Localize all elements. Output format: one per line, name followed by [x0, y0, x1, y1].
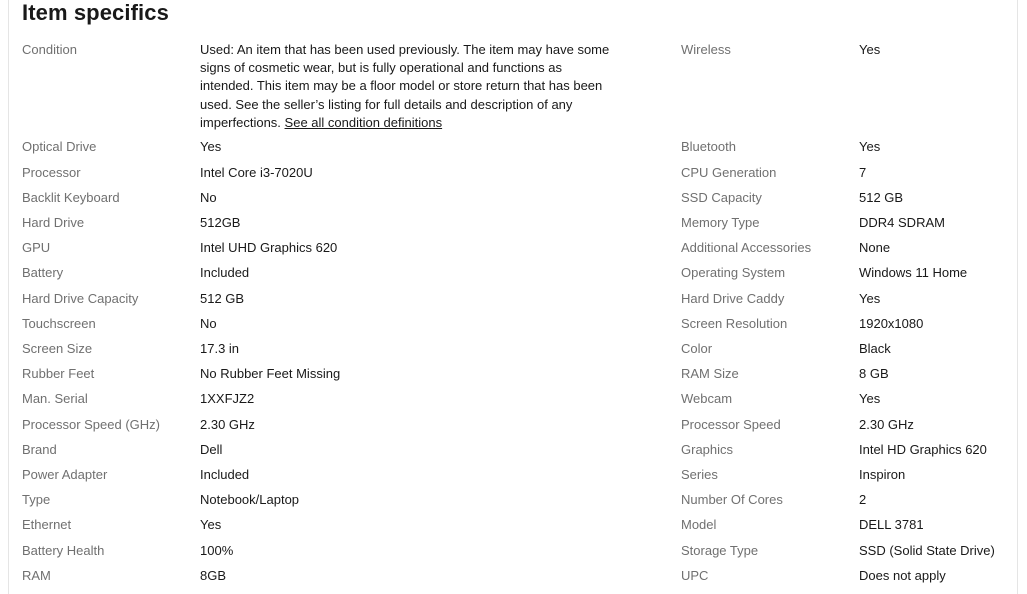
spec-value: Yes: [859, 139, 881, 154]
spec-value: 1XXFJZ2: [200, 391, 255, 406]
spec-label: Model: [681, 517, 717, 532]
spec-value: 2.30 GHz: [859, 417, 914, 432]
spec-label: Storage Type: [681, 543, 759, 558]
spec-label: Number Of Cores: [681, 492, 783, 507]
spec-value: 2.30 GHz: [200, 417, 255, 432]
see-all-condition-definitions-link[interactable]: See all condition definitions: [284, 114, 443, 130]
spec-value: 512GB: [200, 215, 241, 230]
condition-label: Condition: [22, 42, 77, 57]
spec-value: 512 GB: [859, 190, 904, 205]
spec-value: Yes: [859, 291, 881, 306]
spec-label: Additional Accessories: [681, 240, 812, 255]
spec-label: Color: [681, 341, 713, 356]
spec-value: Yes: [200, 139, 222, 154]
spec-value: Notebook/Laptop: [200, 492, 300, 507]
spec-value: Black: [859, 341, 891, 356]
spec-label: Processor Speed (GHz): [22, 417, 160, 432]
spec-value: None: [859, 240, 891, 255]
spec-value: Does not apply: [859, 568, 946, 583]
spec-label: Graphics: [681, 442, 734, 457]
spec-value: No: [200, 190, 217, 205]
spec-value: SSD (Solid State Drive): [859, 543, 995, 558]
spec-label: RAM Size: [681, 366, 739, 381]
spec-label: Touchscreen: [22, 316, 96, 331]
spec-value: 17.3 in: [200, 341, 240, 356]
spec-label: Processor Speed: [681, 417, 781, 432]
spec-value: Windows 11 Home: [859, 265, 968, 280]
wireless-label: Wireless: [681, 42, 731, 57]
condition-value: [200, 41, 610, 132]
spec-value: DELL 3781: [859, 517, 924, 532]
spec-label: Hard Drive: [22, 215, 85, 230]
spec-label: Hard Drive Caddy: [681, 291, 785, 306]
wireless-value: Yes: [859, 42, 881, 57]
spec-label: Backlit Keyboard: [22, 190, 120, 205]
spec-label: Man. Serial: [22, 391, 88, 406]
spec-label: Screen Size: [22, 341, 93, 356]
spec-value: 8GB: [200, 568, 227, 583]
spec-label: RAM: [22, 568, 51, 583]
spec-value: Dell: [200, 442, 223, 457]
spec-label: Memory Type: [681, 215, 760, 230]
spec-label: SSD Capacity: [681, 190, 762, 205]
spec-label: Battery: [22, 265, 64, 280]
spec-value: Intel Core i3-7020U: [200, 165, 313, 180]
spec-label: Hard Drive Capacity: [22, 291, 139, 306]
spec-value: 8 GB: [859, 366, 889, 381]
spec-value: Inspiron: [859, 467, 906, 482]
spec-label: Rubber Feet: [22, 366, 95, 381]
spec-value: 512 GB: [200, 291, 245, 306]
spec-label: Bluetooth: [681, 139, 736, 154]
spec-value: Included: [200, 467, 250, 482]
spec-value: Included: [200, 265, 250, 280]
spec-value: DDR4 SDRAM: [859, 215, 945, 230]
spec-label: Series: [681, 467, 718, 482]
spec-label: Processor: [22, 165, 81, 180]
spec-value: Intel UHD Graphics 620: [200, 240, 338, 255]
spec-label: UPC: [681, 568, 709, 583]
spec-value: No: [200, 316, 217, 331]
spec-label: GPU: [22, 240, 51, 255]
spec-label: Type: [22, 492, 51, 507]
spec-value: 7: [859, 165, 867, 180]
spec-value: Yes: [200, 517, 222, 532]
spec-value: Intel HD Graphics 620: [859, 442, 987, 457]
spec-label: Ethernet: [22, 517, 72, 532]
spec-value: 2: [859, 492, 867, 507]
spec-label: Brand: [22, 442, 57, 457]
spec-value: Yes: [859, 391, 881, 406]
spec-value: 100%: [200, 543, 234, 558]
spec-label: Battery Health: [22, 543, 105, 558]
spec-value: No Rubber Feet Missing: [200, 366, 341, 381]
spec-label: Power Adapter: [22, 467, 108, 482]
spec-label: Screen Resolution: [681, 316, 788, 331]
spec-label: Optical Drive: [22, 139, 97, 154]
condition-text: Used: An item that has been used previously. The item may have some signs of cosmetic wear, but is fully operational and functions as intended. This item may be a floor model or store return that has been used. See the seller’s listing for full details and description of any imperfections.: [200, 42, 610, 130]
spec-label: Operating System: [681, 265, 786, 280]
spec-label: CPU Generation: [681, 165, 777, 180]
spec-value: 1920x1080: [859, 316, 924, 331]
spec-label: Webcam: [681, 391, 733, 406]
section-title: Item specifics: [22, 0, 169, 25]
